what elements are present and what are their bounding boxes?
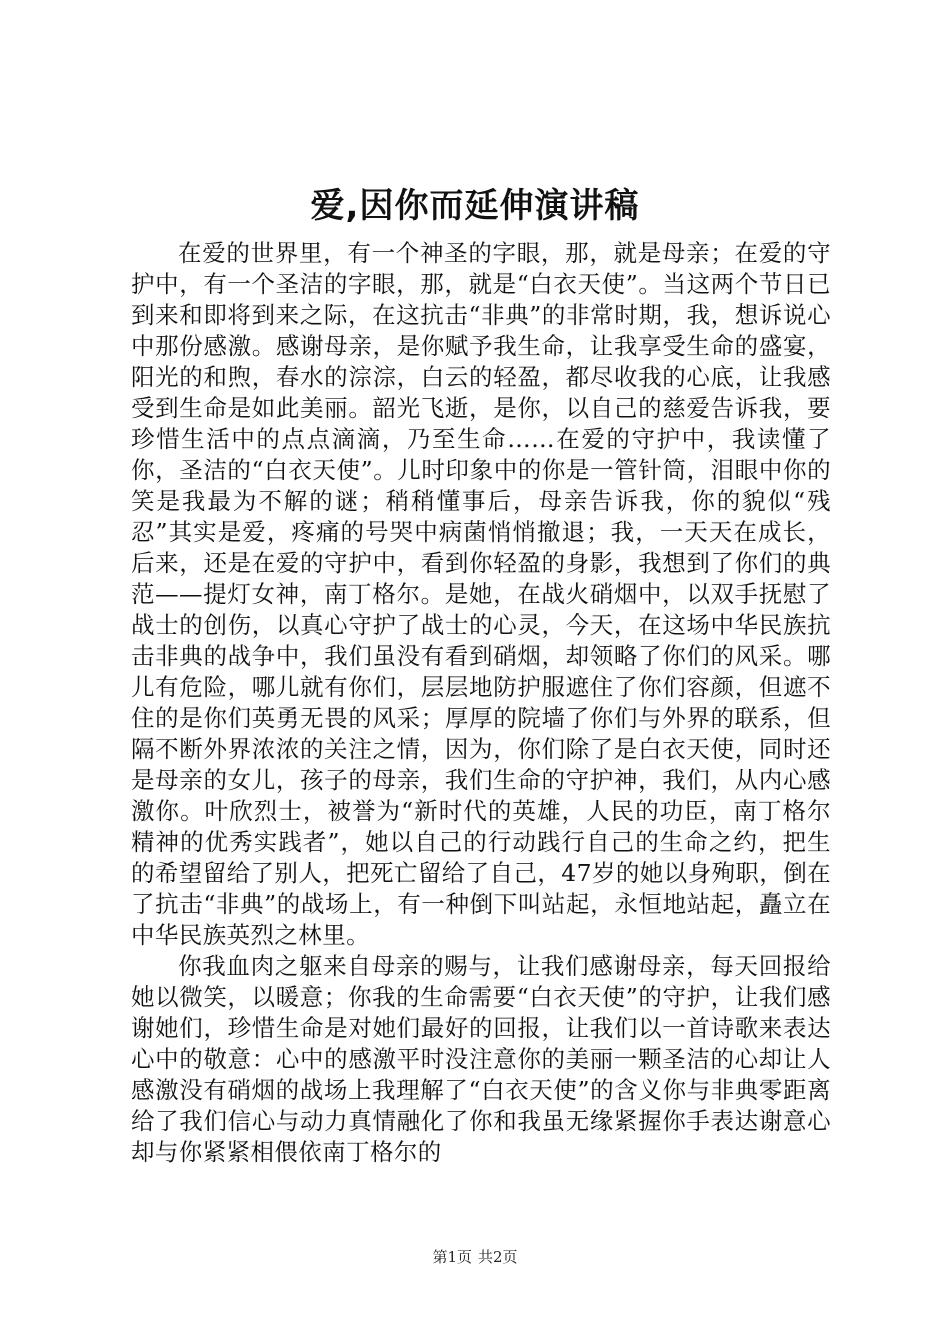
page-number: 第1页 (432, 1248, 472, 1266)
page-total: 共2页 (478, 1248, 518, 1266)
paragraph: 你我血肉之躯来自母亲的赐与，让我们感谢母亲，每天回报给她以微笑，以暖意；你我的生命需要“白衣天使”的守护，让我们感谢她们，珍惜生命是对她们最好的回报，让我们以一首诗歌来表达心中的敬意：心中的感激平时没注意你的美丽一颗圣洁的心却让人感激没有硝烟的战场上我理解了“白衣天使”的含义你与非典零距离给了我们信心与动力真情融化了你和我虽无缘紧握你手表达谢意心却与你紧紧相偎依南丁格尔的 (131, 952, 831, 1166)
document-body (131, 238, 831, 1168)
document-title: 爱,因你而延伸演讲稿 (310, 186, 640, 226)
paragraph: 在爱的世界里，有一个神圣的字眼，那，就是母亲；在爱的守护中，有一个圣洁的字眼，那，就是“白衣天使”。当这两个节日已到来和即将到来之际，在这抗击“非典”的非常时期，我，想诉说心中那份感激。感谢母亲，是你赋予我生命，让我享受生命的盛宴，阳光的和煦，春水的淙淙，白云的轻盈，都尽收我的心底，让我感受到生命是如此美丽。韶光飞逝，是你，以自己的慈爱告诉我，要珍惜生活中的点点滴滴，乃至生命……在爱的守护中，我读懂了你，圣洁的“白衣天使”。儿时印象中的你是一管针筒，泪眼中你的笑是我最为不解的谜；稍稍懂事后，母亲告诉我，你的貌似“残忍”其实是爱，疼痛的号哭中病菌悄悄撤退；我，一天天在成长，后来，还是在爱的守护中，看到你轻盈的身影，我想到了你们的典范——提灯女神，南丁格尔。是她，在战火硝烟中，以双手抚慰了战士的创伤，以真心守护了战士的心灵，今天，在这场中华民族抗击非典的战争中，我们虽没有看到硝烟，却领略了你们的风采。哪儿有危险，哪儿就有你们，层层地防护服遮住了你们容颜，但遮不住的是你们英勇无畏的风采；厚厚的院墙了你们与外界的联系，但隔不断外界浓浓的关注之情，因为，你们除了是白衣天使，同时还是母亲的女儿，孩子的母亲，我们生命的守护神，我们，从内心感激你。叶欣烈士，被誉为“新时代的英雄，人民的功臣，南丁格尔精神的优秀实践者”，她以自己的行动践行自己的生命之约，把生的希望留给了别人，把死亡留给了自己，47岁的她以身殉职，倒在了抗击“非典”的战场上，有一种倒下叫站起，永恒地站起，矗立在中华民族英烈之林里。 (131, 239, 831, 949)
page-footer (0, 1247, 950, 1267)
